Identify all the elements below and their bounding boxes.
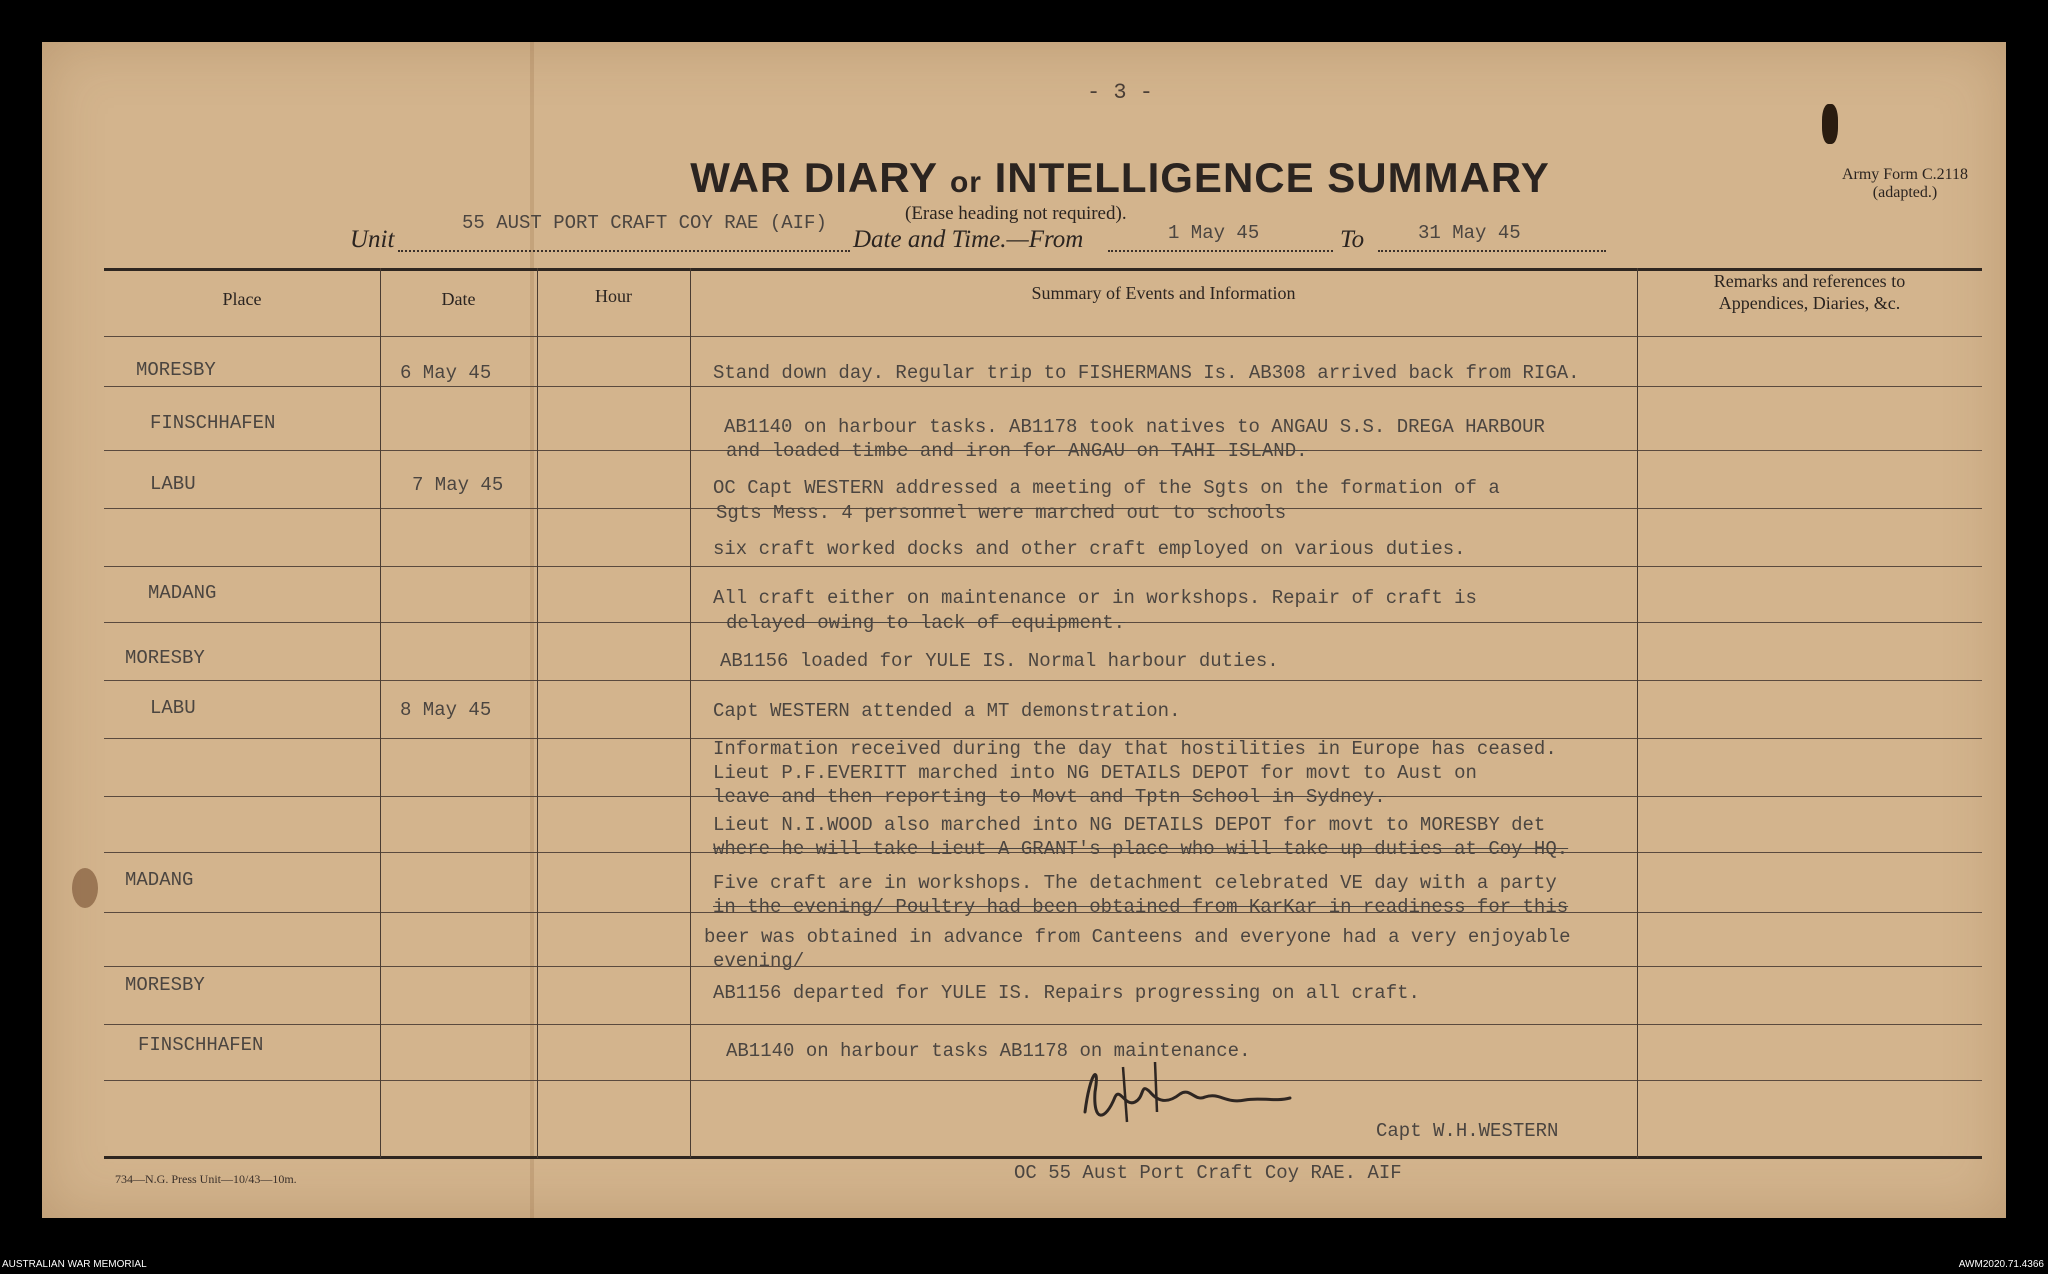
summary-line: evening/	[713, 950, 805, 972]
form-title	[600, 154, 1640, 202]
archive-caption: AUSTRALIAN WAR MEMORIAL	[2, 1259, 147, 1270]
header-remarks-line2: Appendices, Diaries, &c.	[1718, 293, 1901, 313]
accession-number: AWM2020.71.4366	[1958, 1259, 2044, 1270]
summary-line: leave and then reporting to Movt and Tptn School in Sydney.	[713, 786, 1386, 808]
printer-note: 734—N.G. Press Unit—10/43—10m.	[115, 1172, 297, 1186]
summary-line: delayed owing to lack of equipment.	[726, 612, 1126, 634]
place-cell: FINSCHHAFEN	[150, 412, 276, 434]
summary-line: Stand down day. Regular trip to FISHERMANS Is. AB308 arrived back from RIGA.	[713, 362, 1580, 384]
date-cell: 8 May 45	[400, 699, 492, 721]
row-rule	[104, 566, 1982, 567]
summary-line: AB1156 departed for YULE IS. Repairs progressing on all craft.	[713, 982, 1420, 1004]
army-form-adapted: (adapted.)	[1872, 184, 1938, 201]
date-hour-divider	[537, 268, 538, 1158]
signature-title: OC 55 Aust Port Craft Coy RAE. AIF	[1014, 1162, 1402, 1184]
army-form-number: Army Form C.2118	[1841, 166, 1969, 183]
summary-line: Capt WESTERN attended a MT demonstration.	[713, 700, 1181, 722]
summary-line: six craft worked docks and other craft employed on various duties.	[713, 538, 1466, 560]
summary-line: AB1140 on harbour tasks. AB1178 took natives to ANGAU S.S. DREGA HARBOUR	[724, 416, 1545, 438]
unit-dotted-line	[398, 250, 850, 252]
unit-value: 55 AUST PORT CRAFT COY RAE (AIF)	[462, 212, 827, 234]
header-hour: Hour	[595, 286, 632, 306]
from-dotted-line	[1108, 250, 1333, 252]
date-time-label: Date and Time.—From	[853, 226, 1084, 253]
header-remarks-line1: Remarks and references to	[1713, 271, 1906, 291]
date-cell: 7 May 45	[412, 474, 504, 496]
place-cell: MORESBY	[125, 647, 205, 669]
row-rule	[104, 1024, 1982, 1025]
place-date-divider	[380, 268, 381, 1158]
summary-line: Sgts Mess. 4 personnel were marched out to schools	[716, 502, 1287, 524]
summary-line: All craft either on maintenance or in workshops. Repair of craft is	[713, 587, 1477, 609]
summary-line: Lieut N.I.WOOD also marched into NG DETAILS DEPOT for movt to MORESBY det	[713, 814, 1546, 836]
summary-line: Lieut P.F.EVERITT marched into NG DETAILS DEPOT for movt to Aust on	[713, 762, 1477, 784]
date-cell: 6 May 45	[400, 362, 492, 384]
summary-line: AB1156 loaded for YULE IS. Normal harbour duties.	[720, 650, 1279, 672]
summary-line: Information received during the day that hostilities in Europe has ceased.	[713, 738, 1557, 760]
to-date: 31 May 45	[1418, 222, 1521, 244]
place-cell: MORESBY	[136, 359, 216, 381]
summary-line: AB1140 on harbour tasks AB1178 on maintenance.	[726, 1040, 1251, 1062]
summary-line: in the evening/ Poultry had been obtained from KarKar in readiness for this	[713, 896, 1569, 918]
handwritten-signature	[1075, 1052, 1305, 1142]
place-cell: FINSCHHAFEN	[138, 1034, 264, 1056]
summary-line: Five craft are in workshops. The detachment celebrated VE day with a party	[713, 872, 1557, 894]
hour-summary-divider	[690, 268, 691, 1158]
army-form-label	[1820, 166, 1990, 202]
row-rule	[104, 386, 1982, 387]
title-or: or	[949, 166, 982, 199]
to-label: To	[1340, 226, 1365, 253]
paper-stain	[72, 868, 98, 908]
unit-label: Unit	[350, 226, 395, 253]
page-number: - 3 -	[1086, 80, 1153, 105]
signature-name: Capt W.H.WESTERN	[1376, 1120, 1559, 1142]
title-sub: INTELLIGENCE SUMMARY	[994, 154, 1550, 201]
row-rule	[104, 680, 1982, 681]
table-bottom-rule	[104, 1156, 1982, 1159]
place-cell: MORESBY	[125, 974, 205, 996]
from-date: 1 May 45	[1168, 222, 1260, 244]
place-cell: MADANG	[148, 582, 217, 604]
erase-note: (Erase heading not required).	[905, 203, 1127, 224]
place-cell: MADANG	[125, 869, 194, 891]
punch-hole	[1822, 104, 1838, 144]
place-cell: LABU	[150, 473, 196, 495]
row-rule	[104, 1080, 1982, 1081]
summary-line: where he will take Lieut A GRANT's place who will take up duties at Coy HQ.	[713, 838, 1569, 860]
title-main: WAR DIARY	[690, 154, 938, 201]
header-summary: Summary of Events and Information	[1031, 283, 1296, 303]
header-rule	[104, 336, 1982, 337]
place-cell: LABU	[150, 697, 196, 719]
summary-line: OC Capt WESTERN addressed a meeting of the Sgts on the formation of a	[713, 477, 1500, 499]
summary-line: and loaded timbe and iron for ANGAU on TAHI ISLAND.	[726, 440, 1308, 462]
summary-line: beer was obtained in advance from Canteens and everyone had a very enjoyable	[704, 926, 1571, 948]
header-remarks	[1637, 270, 1982, 314]
summary-remarks-divider	[1637, 268, 1638, 1158]
to-dotted-line	[1378, 250, 1606, 252]
header-date: Date	[441, 289, 476, 309]
row-rule	[104, 966, 1982, 967]
header-place: Place	[222, 289, 262, 309]
